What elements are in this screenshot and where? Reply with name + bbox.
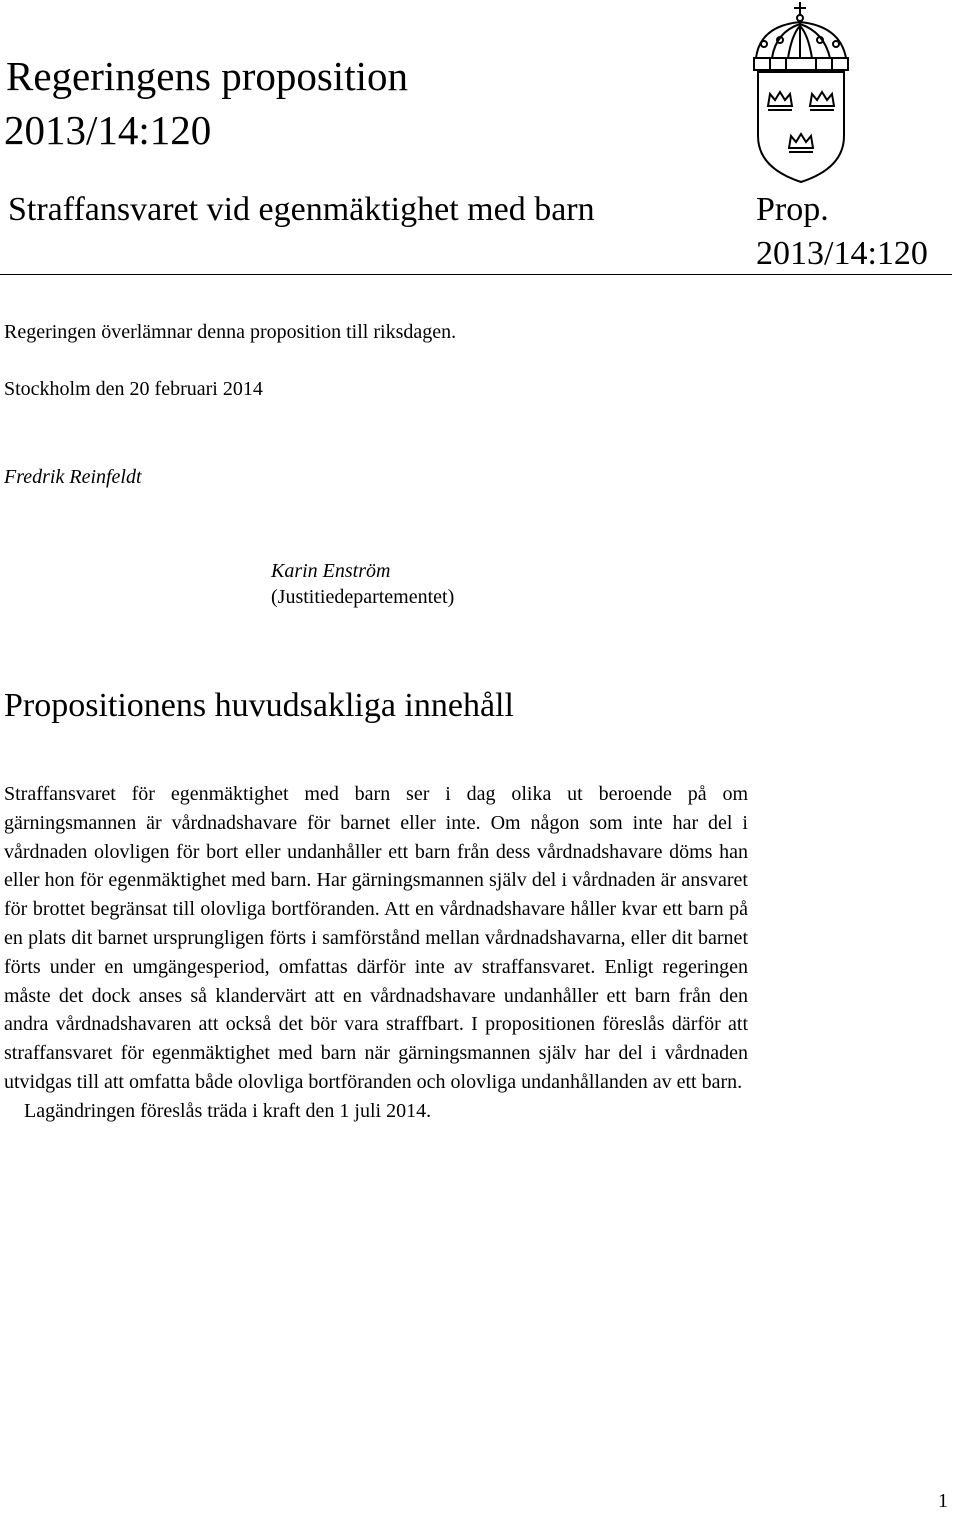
prime-minister-signature: Fredrik Reinfeldt: [4, 466, 142, 488]
minister-signature: Karin Enström: [271, 560, 391, 582]
submission-statement: Regeringen överlämnar denna proposition till riksdagen.: [4, 321, 457, 343]
document-title: Regeringens proposition: [6, 53, 408, 99]
proposition-subject: Straffansvaret vid egenmäktighet med barn: [8, 191, 595, 228]
prop-number: 2013/14:120: [756, 235, 928, 272]
summary-text: [4, 780, 748, 1126]
summary-paragraph-2: Lagändringen föreslås träda i kraft den 1 juli 2014.: [24, 1099, 432, 1122]
page-number: 1: [938, 1490, 948, 1512]
section-heading: Propositionens huvudsakliga innehåll: [4, 687, 514, 724]
header-divider: [0, 274, 952, 275]
prop-label: Prop.: [756, 191, 829, 228]
swedish-coat-of-arms-icon: [750, 0, 856, 186]
place-date: Stockholm den 20 februari 2014: [4, 378, 263, 400]
document-number: 2013/14:120: [4, 107, 212, 153]
summary-paragraph-1: Straffansvaret för egenmäktighet med barn ser i dag olika ut beroende på om gärningsmannen är vårdnadshavare för barnet eller inte. Om någon som inte har del i vårdnaden olovligen för bort eller undanhåller ett barn från dess vårdnadshavare döms han eller hon för egenmäktighet med barn. Har gärningsmannen själv del i vårdnaden är ansvaret för brottet begränsat till olovliga bortföranden. Att en vårdnadshavare håller kvar ett barn på en plats dit barnet ursprungligen förts i samförstånd mellan vårdnadshavarna, eller dit barnet förts under en umgängesperiod, omfattas därför inte av straffansvaret. Enligt regeringen måste det dock anses så klandervärt att en vårdnadshavare undanhåller ett barn från den andra vårdnadshavaren att också det bör vara straffbart. I propositionen föreslås därför att straffansvaret för egenmäktighet med barn när gärningsmannen själv har del i vårdnaden utvidgas till att omfatta både olovliga bortföranden och olovliga undanhållanden av ett barn.: [4, 783, 748, 1093]
ministry-name: (Justitiedepartementet): [271, 586, 455, 608]
